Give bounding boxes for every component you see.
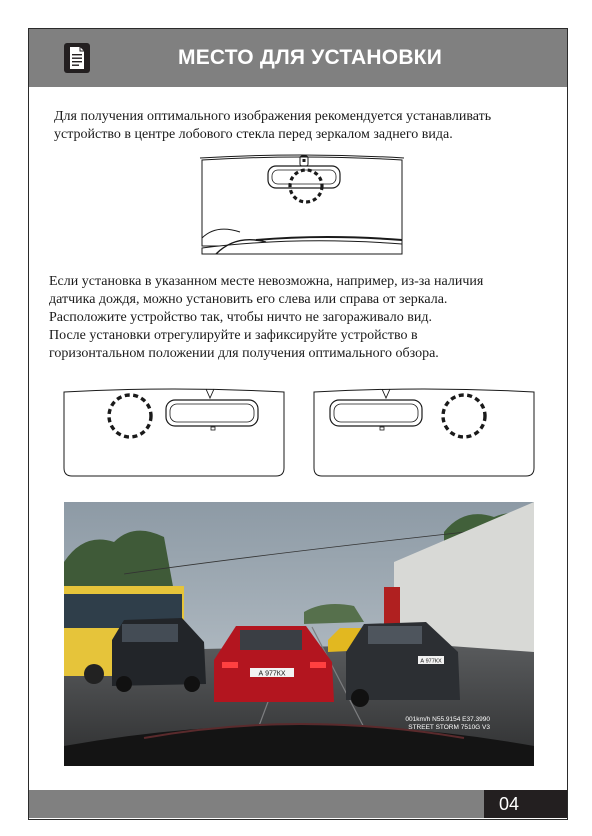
text-line: Расположите устройство так, чтобы ничто не загораживало вид. [49, 310, 432, 325]
plate-left: А 977КХ [258, 670, 286, 678]
text-line: Для получения оптимального изображения рекомендуется устанавливать [54, 109, 492, 124]
windshield-diagram-left [60, 384, 288, 478]
overlay-speed-gps: 001km/h N55.9154 E37.3990 [405, 716, 490, 723]
windshield-diagram-center [196, 152, 408, 260]
text-line: устройство в центре лобового стекла перед зеркалом заднего вида. [54, 127, 453, 142]
dashcam-sample-photo [64, 502, 534, 766]
document-icon [63, 42, 91, 74]
text-line: горизонтальном положении для получения оптимального обзора. [49, 346, 439, 361]
overlay-model: STREET STORM 7510G V3 [408, 724, 490, 731]
footer-bar [29, 790, 484, 818]
text-line: Если установка в указанном месте невозможна, например, из-за наличия [49, 274, 484, 289]
page-number: 04 [498, 794, 520, 814]
intro-paragraph [54, 108, 554, 144]
text-line: После установки отрегулируйте и зафиксируйте устройство в [49, 328, 418, 343]
alt-mount-paragraph [49, 273, 554, 363]
timestamp-overlay [405, 716, 490, 732]
text-line: датчика дождя, можно установить его слева или справа от зеркала. [49, 292, 448, 307]
windshield-diagram-right [310, 384, 538, 478]
page-number-box [484, 790, 567, 818]
page-title: МЕСТО ДЛЯ УСТАНОВКИ [178, 46, 442, 69]
plate-right: А 977КХ [420, 658, 442, 665]
